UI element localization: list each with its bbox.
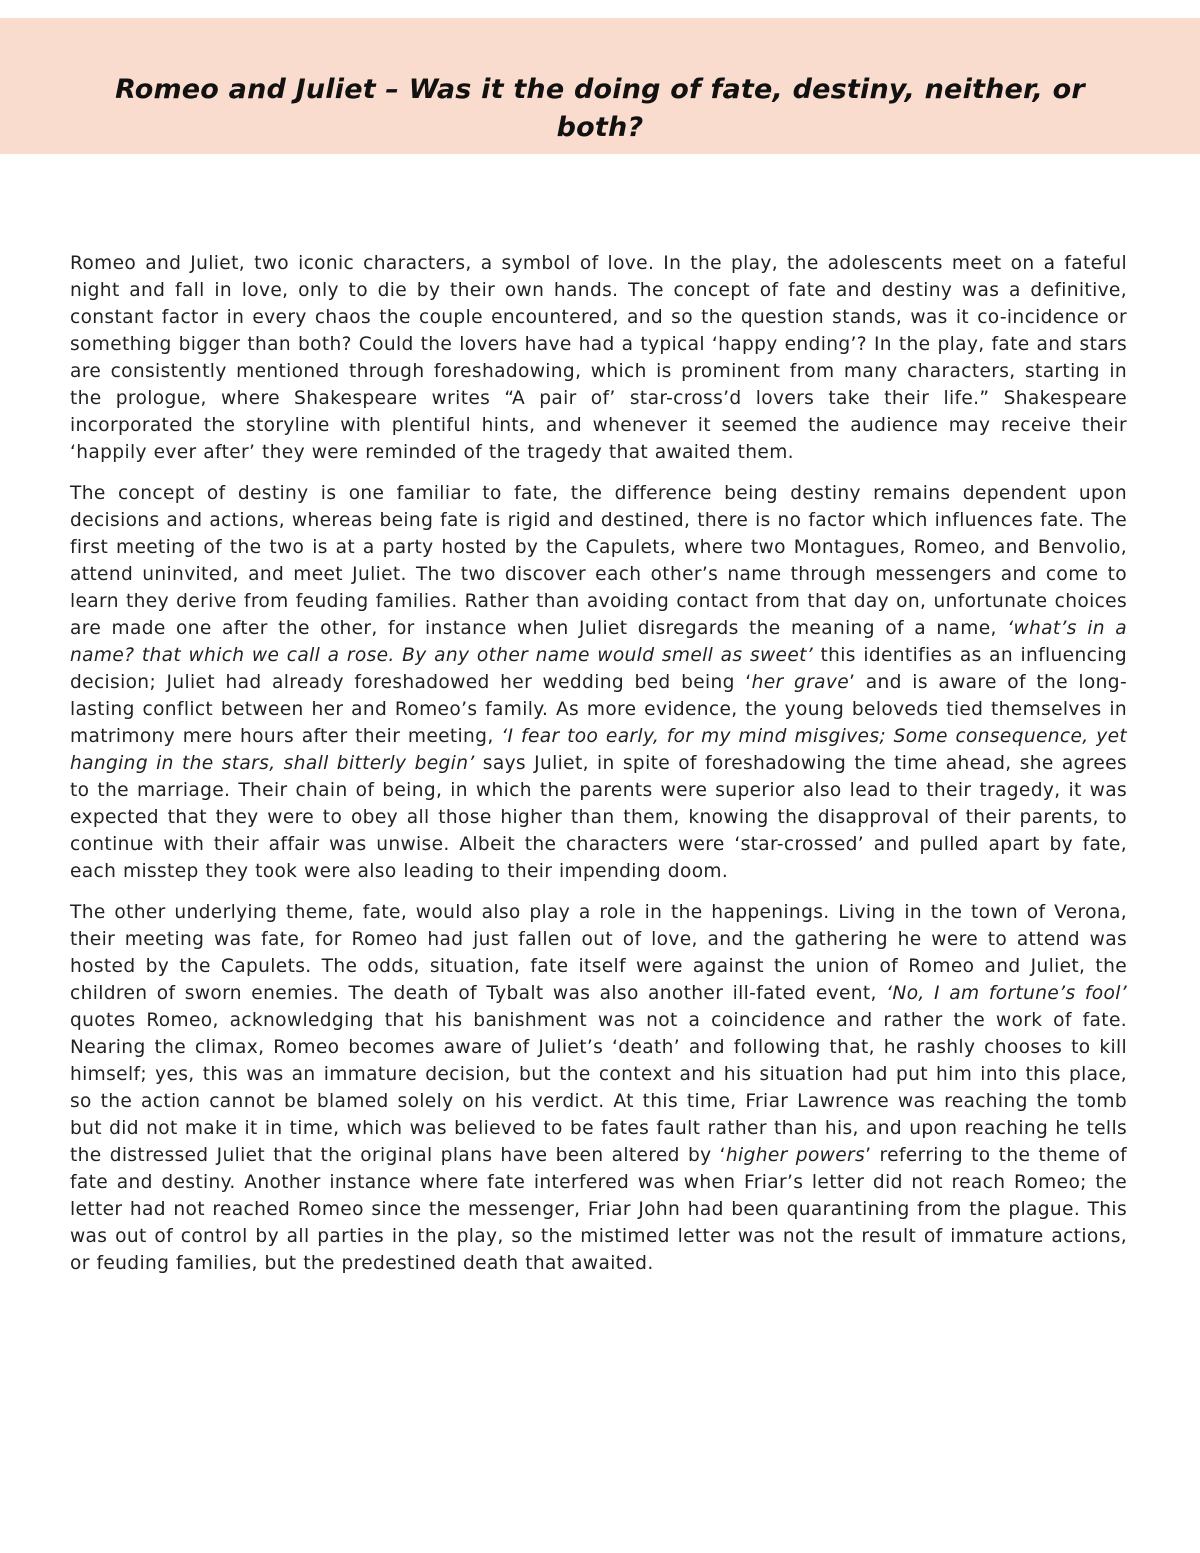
quote-run: ‘what’s in a name? that which we call a rose. By any other name would smell as sweet’: [70, 618, 1127, 666]
quote-run: her grave: [751, 672, 850, 693]
paragraph: [70, 480, 1127, 885]
text-run: The concept of destiny is one familiar to fate, the difference being destiny remains dependent upon decisions and actions, whereas being fate is rigid and destined, there is no factor which influences fate. The first meeting of the two is at a party hosted by the Capulets, where two Montagues, Romeo, and Benvolio, attend uninvited, and meet Juliet. The two discover each other’s name through messengers and come to learn they derive from feuding families. Rather than avoiding contact from that day on, unfortunate choices are made one after the other, for instance when Juliet disregards the meaning of a name,: [70, 483, 1127, 639]
title-banner: [0, 18, 1200, 154]
text-run: quotes Romeo, acknowledging that his banishment was not a coincidence and rather the work of fate. Nearing the climax, Romeo becomes aware of Juliet’s ‘death’ and following that, he rashly chooses to kill himself; yes, this was an immature decision, but the context and his situation had put him into this place, so the action cannot be blamed solely on his verdict. At this time, Friar Lawrence was reaching the tomb but did not make it in time, which was believed to be fates fault rather than his, and upon reaching he tells the distressed Juliet that the original plans have been altered by ‘: [70, 1010, 1127, 1166]
quote-run: ‘No, I am fortune’s fool’: [886, 983, 1127, 1004]
quote-run: ‘I fear too early, for my mind misgives; Some consequence, yet hanging in the stars, shall bitterly begin’: [70, 726, 1127, 774]
text-run: says Juliet, in spite of foreshadowing the time ahead, she agrees to the marriage. Their chain of being, in which the parents were superior also lead to their tragedy, it was expected that they were to obey all those higher than them, knowing the disapproval of their parents, to continue with their affair was unwise. Albeit the characters were ‘star-crossed’ and pulled apart by fate, each misstep they took were also leading to their impending doom.: [70, 753, 1127, 882]
text-run: this identifies as an influencing decision; Juliet had already foreshadowed her wedding bed being ‘: [70, 645, 1127, 693]
text-run: ’ referring to the theme of fate and destiny. Another instance where fate interfered was when Friar’s letter did not reach Romeo; the letter had not reached Romeo since the messenger, Friar John had been quarantining from the plague. This was out of control by all parties in the play, so the mistimed letter was not the result of immature actions, or feuding families, but the predestined death that awaited.: [70, 1145, 1127, 1274]
essay-body: [70, 250, 1127, 1291]
text-run: Romeo and Juliet, two iconic characters, a symbol of love. In the play, the adolescents meet on a fateful night and fall in love, only to die by their own hands. The concept of fate and destiny was a definitive, constant factor in every chaos the couple encountered, and so the question stands, was it co-incidence or something bigger than both? Could the lovers have had a typical ‘happy ending’? In the play, fate and stars are consistently mentioned through foreshadowing, which is prominent from many characters, starting in the prologue, where Shakespeare writes “A pair of’ star-cross’d lovers take their life.” Shakespeare incorporated the storyline with plentiful hints, and whenever it seemed the audience may receive their ‘happily ever after’ they were reminded of the tragedy that awaited them.: [70, 253, 1127, 463]
document-title: Romeo and Juliet – Was it the doing of fate, destiny, neither, or both?: [115, 74, 1085, 143]
paragraph: [70, 250, 1127, 466]
quote-run: higher powers: [725, 1145, 866, 1166]
text-run: ’ and is aware of the long-lasting conflict between her and Romeo’s family. As more evidence, the young beloveds tied themselves in matrimony mere hours after their meeting,: [70, 672, 1128, 747]
paragraph: [70, 899, 1127, 1277]
text-run: The other underlying theme, fate, would also play a role in the happenings. Living in the town of Verona, their meeting was fate, for Romeo had just fallen out of love, and the gathering he were to attend was hosted by the Capulets. The odds, situation, fate itself were against the union of Romeo and Juliet, the children of sworn enemies. The death of Tybalt was also another ill-fated event,: [70, 902, 1127, 1004]
